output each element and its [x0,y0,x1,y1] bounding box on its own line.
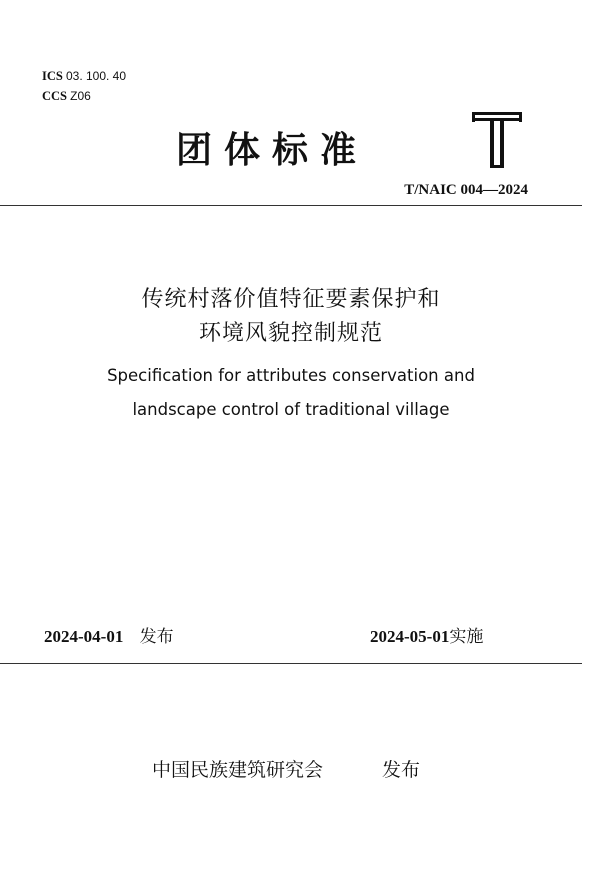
publish-date: 2024-04-01 [44,627,124,646]
ics-value: 03. 100. 40 [65,69,127,83]
implement-label: 实施 [449,627,484,647]
implement-date: 2024-05-01 [370,627,450,646]
title-en-line2: landscape control of traditional village [132,400,450,419]
ics-label: ICS [42,69,63,83]
t-logo-icon [470,110,524,170]
standard-number: T/NAIC 004—2024 [404,182,528,198]
title-zh-line1: 传统村落价值特征要素保护和 [141,287,441,312]
issuer-label: 发布 [382,759,421,781]
title-en-line1: Specification for attributes conservation and [107,366,475,385]
standard-type-heading: 团体标准 [176,130,369,171]
ccs-value: Z06 [70,89,91,103]
title-zh-line2: 环境风貌控制规范 [198,321,383,346]
footer-divider [0,663,582,664]
ccs-code [42,86,126,106]
classification-codes [42,66,126,106]
publish-label: 发布 [139,627,174,647]
ccs-label: CCS [42,89,68,103]
ics-code [42,66,126,86]
header-divider [0,205,582,206]
logo-letter: T [497,150,498,151]
implement-date-block [370,622,483,647]
publish-date-block [44,622,174,647]
issuer-name: 中国民族建筑研究会 [152,759,324,781]
